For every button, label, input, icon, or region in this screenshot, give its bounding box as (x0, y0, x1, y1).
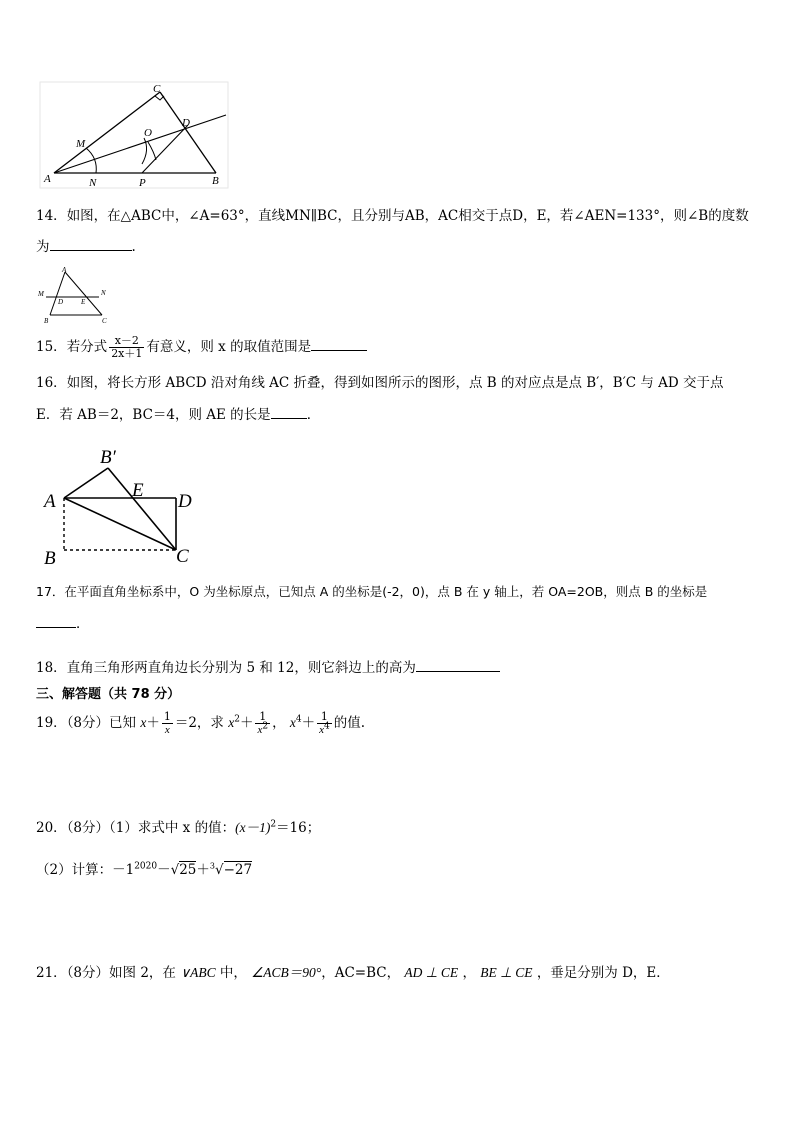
label-p: P (139, 177, 146, 189)
fraction-denominator: x (164, 724, 170, 736)
term: －1 (112, 862, 135, 878)
var-x: x (228, 715, 235, 730)
label-d: D (182, 117, 190, 129)
answer-blank[interactable] (50, 236, 132, 251)
question-text: 若分式 (66, 339, 108, 355)
question-text: 如图，在△ABC中，∠A=63°，直线MN∥BC，且分别与AB，AC相交于点D，E，若∠AEN=133°，则∠B的度数 (66, 208, 749, 224)
equation-tail: ＝16； (276, 820, 321, 836)
var-x: x (289, 715, 296, 730)
root-index: 3 (209, 861, 215, 871)
question-number: 20． (36, 820, 67, 836)
label-b: B (44, 548, 56, 568)
question-number: 15． (36, 339, 67, 355)
question-14 (36, 206, 749, 226)
period: ． (76, 616, 90, 632)
question-number: 21． (36, 965, 67, 981)
question-text: 为 (36, 239, 50, 255)
question-17-line2 (36, 613, 90, 634)
question-number: 16． (36, 375, 67, 391)
cbrt-symbol: √ (214, 862, 224, 878)
label-e: E (81, 298, 86, 306)
fraction-denominator: 2x＋1 (111, 347, 143, 360)
question-text: E．若 AB＝2，BC＝4，则 AE 的长是 (36, 407, 271, 423)
question-text: ，AC=BC， (321, 965, 401, 981)
fraction-numerator: x－2 (109, 335, 144, 348)
op: － (157, 862, 171, 878)
fraction (109, 335, 144, 360)
question-17 (36, 582, 707, 602)
exponent: 2 (262, 721, 269, 732)
section-heading: 三、解答题（共 78 分） (36, 687, 181, 702)
var-x: x (319, 724, 324, 736)
question-text: ＝2，求 (174, 715, 224, 731)
question-number: 14． (36, 208, 67, 224)
sqrt-argument: 25 (179, 862, 197, 878)
exponent: 4 (324, 721, 330, 732)
label-c: C (102, 317, 107, 325)
label-m: M (76, 138, 86, 150)
var-x: x (140, 715, 147, 730)
exponent: 2 (270, 819, 277, 830)
figure-13-triangle (36, 80, 232, 192)
exponent: 4 (295, 714, 302, 725)
label-m: M (38, 290, 44, 298)
angle-condition: ∠ACB＝90° (251, 965, 322, 980)
question-16 (36, 373, 724, 393)
question-text: （1）求式中 x 的值： (109, 820, 236, 836)
question-19 (36, 708, 365, 738)
answer-blank[interactable] (311, 336, 367, 351)
triangle-symbol: ∨ABC (180, 965, 216, 980)
question-20-part1 (36, 818, 320, 838)
question-text: 已知 (109, 715, 137, 731)
sqrt-symbol: √ (170, 862, 180, 878)
question-text: 如图 2，在 (109, 965, 176, 981)
figure-14-triangle (36, 264, 112, 326)
period: ． (306, 407, 321, 423)
question-16-line2 (36, 404, 320, 425)
question-15 (36, 334, 367, 360)
question-number: 19． (36, 715, 67, 731)
answer-blank[interactable] (271, 404, 307, 419)
label-o: O (144, 127, 152, 139)
question-text: 直角三角形两直角边长分别为 5 和 12，则它斜边上的高为 (66, 660, 416, 676)
separator: ， (462, 965, 476, 981)
figure-16-folded-rectangle (36, 440, 206, 568)
question-text: 如图，将长方形 ABCD 沿对角线 AC 折叠，得到如图所示的图形，点 B 的对应点是点 B′，B′C 与 AD 交于点 (66, 375, 724, 391)
label-d: D (178, 491, 192, 512)
score-label: （8分） (66, 965, 110, 981)
label-c: C (153, 83, 161, 95)
fraction-denominator (255, 721, 270, 736)
var-x: x (257, 724, 263, 736)
question-number: 18． (36, 660, 67, 676)
score-label: （8分） (66, 715, 110, 731)
label-b: B (212, 175, 219, 187)
separator: ， (272, 715, 286, 731)
question-text: 的值. (333, 715, 366, 731)
op: ＋ (301, 715, 316, 731)
equation: (x－1) (235, 820, 271, 835)
label-a: A (44, 173, 51, 185)
fraction (255, 711, 270, 736)
question-text: 在平面直角坐标系中，O 为坐标原点，已知点 A 的坐标是(-2，0)，点 B 在 y 轴上，若 OA=2OB，则点 B 的坐标是 (64, 584, 708, 599)
answer-blank[interactable] (36, 613, 76, 628)
label-a: A (44, 491, 56, 512)
fraction (317, 711, 332, 736)
label-b: B (44, 317, 49, 325)
op: ＋ (239, 715, 254, 731)
question-text: 有意义，则 x 的取值范围是 (146, 339, 312, 355)
question-14-line2 (36, 236, 136, 257)
exponent: 2 (234, 714, 240, 725)
perpendicular-condition: AD ⊥ CE (404, 965, 459, 980)
op: ＋ (196, 862, 210, 878)
label-n: N (89, 177, 97, 189)
label-a: A (62, 266, 67, 274)
fraction-numerator: 1 (163, 710, 171, 723)
label-b-prime: B′ (100, 447, 116, 468)
question-20-part2 (36, 860, 252, 880)
fraction (162, 711, 173, 736)
op: ＋ (146, 715, 160, 731)
cbrt-argument: −27 (223, 862, 253, 878)
label-c: C (176, 546, 189, 567)
fraction-numerator: 1 (255, 711, 270, 724)
label-d: D (58, 298, 64, 306)
fraction-numerator: 1 (317, 711, 332, 724)
answer-blank[interactable] (416, 657, 500, 672)
question-21 (36, 963, 670, 983)
question-18 (36, 657, 500, 678)
score-label: （8分） (66, 820, 110, 836)
question-text: ，垂足分别为 D，E． (536, 965, 670, 981)
exponent: 2020 (134, 861, 158, 872)
label-e: E (132, 480, 144, 501)
question-number: 17． (36, 584, 65, 599)
fraction-denominator (317, 721, 332, 736)
label-n: N (101, 289, 106, 297)
period: . (131, 239, 136, 255)
question-text: （2）计算： (36, 862, 113, 878)
question-text: 中， (219, 965, 247, 981)
perpendicular-condition: BE ⊥ CE (480, 965, 533, 980)
